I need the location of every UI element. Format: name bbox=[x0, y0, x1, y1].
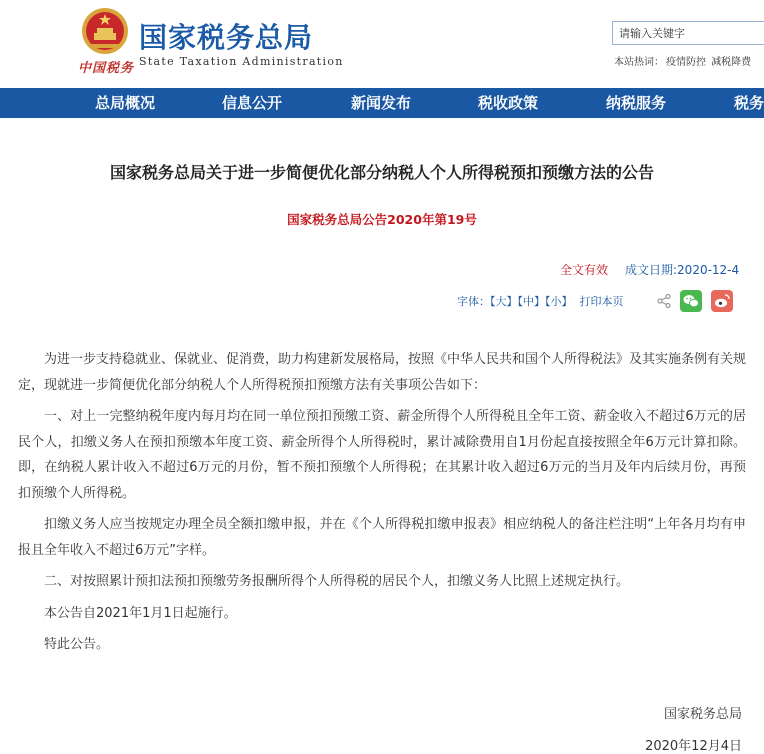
article-tools bbox=[457, 293, 624, 309]
document-number: 国家税务总局公告2020年第19号 bbox=[287, 212, 477, 227]
signature-issuer: 国家税务总局 bbox=[663, 707, 742, 722]
search-box[interactable] bbox=[612, 21, 764, 45]
site-title[interactable]: 国家税务总局 bbox=[139, 21, 314, 54]
weibo-share-icon[interactable] bbox=[711, 290, 733, 312]
article-paragraph: 扣缴义务人应当按规定办理全员全额扣缴申报，并在《个人所得税扣缴申报表》相应纳税人的备注栏注明“上年各月均有申报且全年收入不超过6万元”字样。 bbox=[18, 517, 746, 558]
site-subtitle: State Taxation Administration bbox=[139, 55, 344, 68]
nav-item-tax-policy[interactable]: 税收政策 bbox=[478, 94, 539, 112]
font-large-button[interactable]: 【大】 bbox=[490, 295, 518, 308]
font-small-button[interactable]: 【小】 bbox=[545, 295, 573, 308]
nav-item-info-disclosure[interactable]: 信息公开 bbox=[222, 94, 283, 112]
nav-item-news[interactable]: 新闻发布 bbox=[351, 94, 412, 112]
article-paragraph: 一、对上一完整纳税年度内每月均在同一单位预扣预缴工资、薪金所得个人所得税且全年工资、薪金收入不超过6万元的居民个人，扣缴义务人在预扣预缴本年度工资、薪金所得个人所得税时，累计减除费用自1月份起直接按照全年6万元计算扣除。即，在纳税人累计收入不超过6万元的月份，暂不预扣预缴个人所得税；在其累计收入超过6万元的当月及年内后续月份，再预扣预缴个人所得税。 bbox=[18, 409, 746, 501]
validity-status: 全文有效 bbox=[560, 263, 609, 277]
signature-date: 2020年12月4日 bbox=[645, 739, 742, 754]
china-tax-seal: 中国税务 bbox=[78, 61, 135, 76]
article-paragraph: 为进一步支持稳就业、保就业、促消费，助力构建新发展格局，按照《中华人民共和国个人所得税法》及其实施条例有关规定，现就进一步简便优化部分纳税人个人所得税预扣预缴方法有关事项公告如下： bbox=[18, 352, 747, 393]
document-date: 成文日期:2020-12-4 bbox=[625, 263, 740, 277]
hot-words-label: 本站热词： bbox=[614, 57, 664, 68]
article-paragraph: 二、对按照累计预扣法预扣预缴劳务报酬所得个人所得税的居民个人，扣缴义务人比照上述规定执行。 bbox=[44, 574, 630, 589]
share-icon[interactable] bbox=[656, 293, 672, 309]
article-title: 国家税务总局关于进一步简便优化部分纳税人个人所得税预扣预缴方法的公告 bbox=[109, 163, 654, 182]
article-body bbox=[18, 347, 746, 658]
font-size-label: 字体： bbox=[457, 295, 490, 308]
main-nav bbox=[0, 88, 764, 118]
article-paragraph: 本公告自2021年1月1日起施行。 bbox=[44, 605, 237, 621]
hot-word-link[interactable]: 减税降费 bbox=[711, 57, 752, 68]
site-header bbox=[0, 0, 764, 88]
article-paragraph: 特此公告。 bbox=[44, 637, 110, 652]
search-input[interactable] bbox=[613, 22, 764, 44]
nav-item-tax-more[interactable]: 税务 bbox=[734, 94, 764, 112]
nav-item-overview[interactable]: 总局概况 bbox=[95, 94, 156, 112]
nav-item-tax-service[interactable]: 纳税服务 bbox=[606, 94, 667, 112]
wechat-share-icon[interactable] bbox=[680, 290, 702, 312]
national-emblem-icon bbox=[80, 6, 130, 56]
print-button[interactable]: 打印本页 bbox=[579, 295, 624, 308]
hot-words bbox=[614, 53, 753, 68]
font-medium-button[interactable]: 【中】 bbox=[517, 295, 545, 308]
hot-word-link[interactable]: 疫情防控 bbox=[666, 57, 706, 68]
